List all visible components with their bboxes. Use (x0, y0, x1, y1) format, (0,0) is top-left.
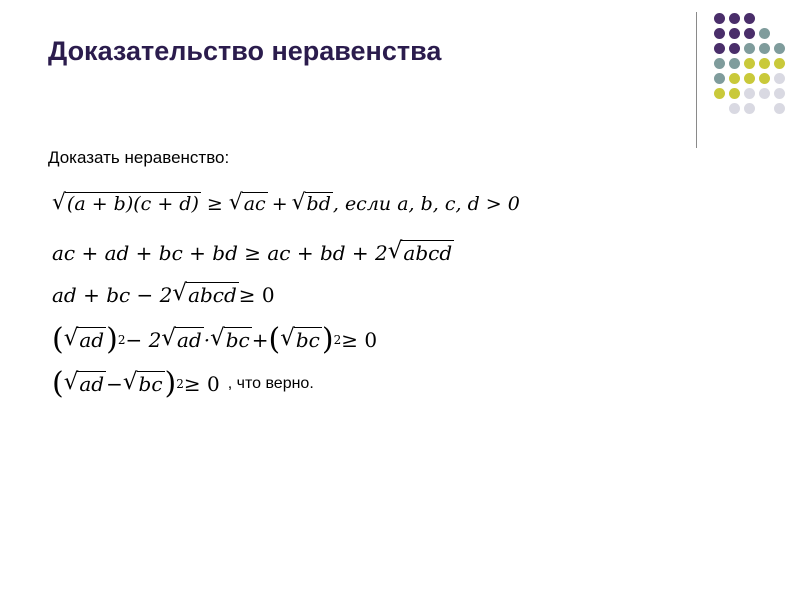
decor-dot (729, 43, 740, 54)
proof-step-3: ( √ ad ) 2 − 2 √ ad · √ bc + ( √ bc ) 2 ≥ 0 (52, 322, 378, 357)
sqrt-lhs: √ (a + b)(c + d) (52, 190, 199, 215)
decor-dot (774, 103, 785, 114)
decor-dot (774, 88, 785, 99)
sqrt-bd: √ bd (291, 190, 331, 215)
decor-dot (759, 28, 770, 39)
decor-dot (714, 43, 725, 54)
decor-dot (759, 88, 770, 99)
decor-dot (744, 73, 755, 84)
decor-dot (729, 58, 740, 69)
decor-dot (729, 13, 740, 24)
decor-dot (774, 73, 785, 84)
condition-text: , если a, b, c, d > 0 (332, 193, 520, 216)
decor-dot (759, 58, 770, 69)
decor-dot (744, 103, 755, 114)
decor-dot (729, 88, 740, 99)
decor-dot (759, 73, 770, 84)
decor-dot (759, 43, 770, 54)
decor-dot (714, 88, 725, 99)
decor-dot (774, 58, 785, 69)
decor-dot (744, 13, 755, 24)
decor-dot (714, 73, 725, 84)
decor-dot (744, 28, 755, 39)
slide-title: Доказательство неравенства (48, 36, 442, 66)
sqrt-ac: √ ac (228, 190, 266, 215)
decor-dot (714, 58, 725, 69)
decor-dot (729, 103, 740, 114)
conclusion-text: , что верно. (227, 374, 314, 392)
decor-dot (744, 58, 755, 69)
decor-dot (714, 13, 725, 24)
decorative-divider (696, 12, 697, 148)
decor-dot (744, 43, 755, 54)
decor-dot (729, 28, 740, 39)
inequality-statement: √ (a + b)(c + d) ≥ √ ac + √ bd , если a, b, c, d > 0 (52, 190, 520, 216)
intro-text: Доказать неравенство: (48, 148, 230, 167)
proof-step-1: ac + ad + bc + bd ≥ ac + bd + 2 √ abcd (52, 238, 453, 265)
decor-dot (744, 88, 755, 99)
decor-dot (729, 73, 740, 84)
decor-dot (714, 28, 725, 39)
decor-dot (774, 43, 785, 54)
proof-step-4: ( √ ad − √ bc ) 2 ≥ 0 , что верно. (52, 366, 314, 401)
proof-step-2: ad + bc − 2 √ abcd ≥ 0 (52, 280, 275, 307)
